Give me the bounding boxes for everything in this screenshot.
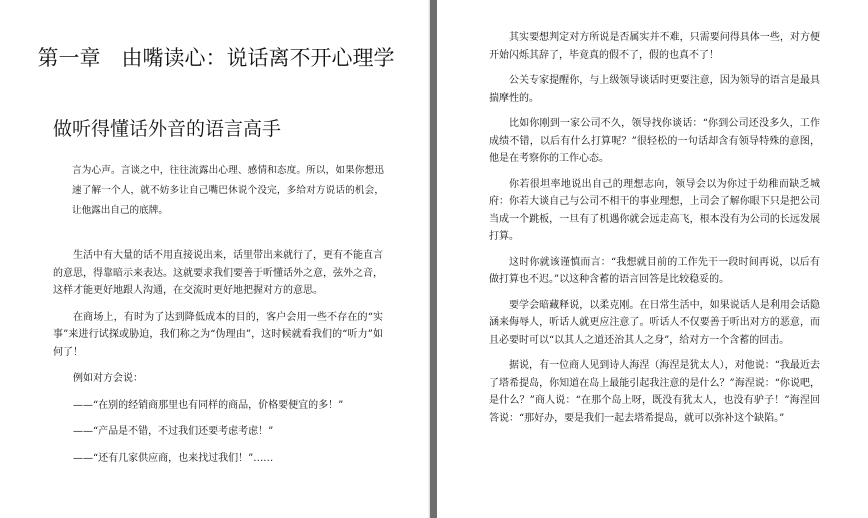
body-paragraph: 据说，有一位商人见到诗人海涅（海涅是犹太人），对他说：“我最近去了塔希提岛，你知道在岛上最能引起我注意的是什么？”海涅说：“你说吧，是什么？”商人说：“在那个岛上呀，既没有犹太人，也没有驴子！”海涅回答说：“那好办，要是我们一起去塔希提岛，就可以弥补这个缺陷。” (489, 360, 820, 424)
left-page-body (53, 247, 383, 476)
dialogue-line: ——“在别的经销商那里也有同样的商品，价格要便宜的多！” (73, 399, 344, 411)
chapter-title: 第一章 由嘴读心：说话离不开心理学 (37, 46, 395, 70)
body-paragraph: 比如你刚到一家公司不久，领导找你谈话：“你到公司还没多久，工作成绩不错，以后有什么打算呢？”很轻松的一句话却含有领导特殊的意图，他是在考察你的工作心态。 (489, 118, 820, 164)
body-paragraph: 公关专家提醒你，与上级领导谈话时更要注意，因为领导的语言是最具揣摩性的。 (489, 75, 820, 104)
body-paragraph: 例如对方会说： (73, 373, 143, 384)
dialogue-line: ——“产品是不错，不过我们还要考虑考虑！” (73, 426, 274, 437)
body-paragraph: 要学会暗藏释说，以柔克刚。在日常生活中，如果说话人是利用会话隐涵来侮辱人，听话人就更应注意了。听话人不仅要善于听出对方的恶意，而且必要时可以“以其人之道还治其人之身”，给对方一个含蓄的回击。 (489, 299, 820, 346)
body-paragraph: 生活中有大量的话不用直接说出来，话里带出来就行了，更有不能直言的意思，得靠暗示来表达。这就要求我们要善于听懂话外之意，弦外之音，这样才能更好地跟人沟通，在交流时更好地把握对方的意思。 (53, 250, 383, 296)
chapter-intro: 言为心声。言谈之中，往往流露出心理、感情和态度。所以，如果你想迅速了解一个人，就不妨多让自己嘴巴休说个没完，多给对方说话的机会，让他露出自己的底牌。 (72, 165, 384, 216)
body-paragraph: 在商场上，有时为了达到降低成本的目的，客户会用一些不存在的“实事”来进行试探或胁迫，我们称之为“伪理由”，这时候就看我们的“听力”如何了！ (53, 311, 383, 358)
section-title: 做听得懂话外音的语言高手 (53, 118, 282, 140)
page-gutter (430, 0, 437, 518)
body-paragraph: 你若很坦率地说出自己的理想志向，领导会以为你过于幼稚而缺乏城府：你若大谈自己与公司不相干的事业理想，上司会了解你眼下只是把公司当成一个跳板，一旦有了机遇你就会远走高飞，根本没有为公司的长远发展打算。 (489, 178, 820, 242)
dialogue-line: ——“还有几家供应商，也来找过我们！”…… (73, 452, 274, 464)
left-page (0, 0, 430, 518)
body-paragraph: 这时你就该谨慎而言：“我想就目前的工作先干一段时间再说，以后有做打算也不迟。”以这种含蓄的语言回答是比较稳妥的。 (489, 256, 820, 285)
right-page-body (489, 29, 820, 435)
body-paragraph: 其实要想判定对方所说是否属实并不难，只需要问得具体一些，对方便开始闪烁其辞了，毕竟真的假不了，假的也真不了！ (489, 32, 820, 61)
